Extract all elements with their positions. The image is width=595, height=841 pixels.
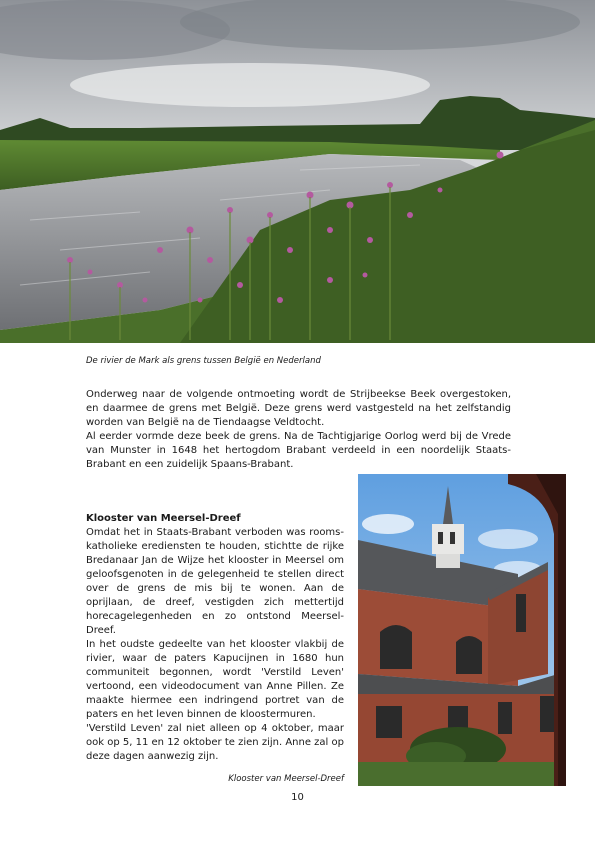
monastery-photo-illustration <box>358 474 566 786</box>
monastery-photo <box>358 474 566 786</box>
section-paragraph-3: 'Verstild Leven' zal niet alleen op 4 oktober, maar ook op 5, 11 en 12 oktober te zien zijn. Anne zal op deze dagen aanwezig zijn. <box>86 723 344 762</box>
monastery-photo-caption: Klooster van Meersel-Dreef <box>228 774 344 784</box>
page-number: 10 <box>291 792 304 803</box>
intro-paragraph-1: Onderweg naar de volgende ontmoeting wordt de Strijbeekse Beek overgestoken, en daarmee de grens met België. Deze grens werd vastgesteld na het zelfstandig worden van België na de Tiendaagse Veldtocht. <box>86 389 511 428</box>
intro-paragraph-2: Al eerder vormde deze beek de grens. Na de Tachtigjarige Oorlog werd bij de Vrede van Munster in 1648 het hertogdom Brabant verdeeld in een noordelijk Staats-Brabant en een zuidelijk Spaans-Brabant. <box>86 431 511 470</box>
river-photo-illustration <box>0 0 595 343</box>
river-photo-caption: De rivier de Mark als grens tussen België en Nederland <box>86 356 321 366</box>
river-photo <box>0 0 595 343</box>
section-paragraph-2: In het oudste gedeelte van het klooster vlakbij de rivier, waar de paters Kapucijnen in 1680 hun communiteit begonnen, wordt 'Verstild Leven' vertoond, een videodocument van Anne Pillen. Ze maakte hiermee een indringend portret van de paters en het leven binnen de kloostermuren. <box>86 639 344 720</box>
section-paragraph-1: Omdat het in Staats-Brabant verboden was rooms-katholieke erediensten te houden, stichtte de rijke Bredanaar Jan de Wijze het klooster in Meersel om geloofsgenoten in de gelegenheid te stellen direct over de grens de mis bij te wonen. Aan de oprijlaan, de dreef, vestigden zich mettertijd horecagelegenheden en zo ontstond Meersel-Dreef. <box>86 527 344 636</box>
section-heading: Klooster van Meersel-Dreef <box>86 513 241 524</box>
article-column <box>86 512 344 786</box>
